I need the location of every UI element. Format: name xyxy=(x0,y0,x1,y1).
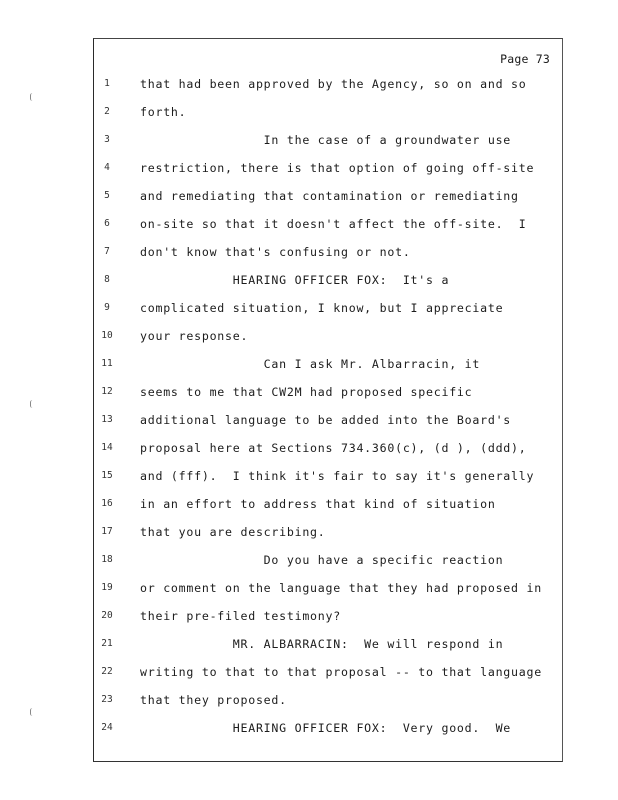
transcript-line xyxy=(94,381,562,409)
line-number: 22 xyxy=(101,666,113,677)
transcript-line xyxy=(94,73,562,101)
line-number: 24 xyxy=(101,722,113,733)
line-number: 9 xyxy=(104,302,110,313)
line-number: 6 xyxy=(104,218,110,229)
line-number: 23 xyxy=(101,694,113,705)
line-text: Can I ask Mr. Albarracin, it xyxy=(140,357,481,371)
page-number: Page 73 xyxy=(500,52,550,66)
transcript-line xyxy=(94,577,562,605)
transcript-line xyxy=(94,157,562,185)
line-text: their pre-filed testimony? xyxy=(140,609,341,623)
transcript-line xyxy=(94,437,562,465)
transcript-line xyxy=(94,493,562,521)
line-number: 18 xyxy=(101,554,113,565)
line-number: 11 xyxy=(101,358,113,369)
line-text: that you are describing. xyxy=(140,525,326,539)
line-number: 12 xyxy=(101,386,113,397)
line-number: 14 xyxy=(101,442,113,453)
transcript-line xyxy=(94,717,562,745)
transcript-line xyxy=(94,549,562,577)
line-text: and (fff). I think it's fair to say it's generally xyxy=(140,469,535,483)
transcript-line xyxy=(94,353,562,381)
line-text: in an effort to address that kind of situation xyxy=(140,497,496,511)
line-number: 5 xyxy=(104,190,110,201)
line-text: MR. ALBARRACIN: We will respond in xyxy=(140,637,504,651)
line-number: 7 xyxy=(104,246,110,257)
line-text: forth. xyxy=(140,105,187,119)
line-text: seems to me that CW2M had proposed specific xyxy=(140,385,473,399)
line-number: 20 xyxy=(101,610,113,621)
transcript-line xyxy=(94,325,562,353)
line-text: or comment on the language that they had proposed in xyxy=(140,581,542,595)
transcript-line xyxy=(94,409,562,437)
line-number: 2 xyxy=(104,106,110,117)
transcript-line xyxy=(94,605,562,633)
line-number: 8 xyxy=(104,274,110,285)
line-number: 19 xyxy=(101,582,113,593)
line-text: proposal here at Sections 734.360(c), (d ), (ddd), xyxy=(140,441,527,455)
line-text: on-site so that it doesn't affect the off-site. I xyxy=(140,217,527,231)
transcript-line xyxy=(94,129,562,157)
transcript-line xyxy=(94,689,562,717)
line-number: 10 xyxy=(101,330,113,341)
transcript-line xyxy=(94,465,562,493)
margin-hole-punch-mark xyxy=(30,708,35,716)
transcript-line xyxy=(94,297,562,325)
transcript-line xyxy=(94,213,562,241)
line-text: Do you have a specific reaction xyxy=(140,553,504,567)
line-text: don't know that's confusing or not. xyxy=(140,245,411,259)
line-text: HEARING OFFICER FOX: Very good. We xyxy=(140,721,512,735)
line-text: that they proposed. xyxy=(140,693,287,707)
line-number: 4 xyxy=(104,162,110,173)
line-number: 16 xyxy=(101,498,113,509)
transcript-page xyxy=(93,38,563,762)
line-text: additional language to be added into the Board's xyxy=(140,413,512,427)
transcript-line xyxy=(94,241,562,269)
line-number: 1 xyxy=(104,78,110,89)
margin-hole-punch-mark xyxy=(30,400,35,408)
margin-hole-punch-mark xyxy=(30,93,35,101)
line-text: HEARING OFFICER FOX: It's a xyxy=(140,273,450,287)
line-text: and remediating that contamination or remediating xyxy=(140,189,519,203)
transcript-line xyxy=(94,185,562,213)
line-text: In the case of a groundwater use xyxy=(140,133,512,147)
line-text: writing to that to that proposal -- to that language xyxy=(140,665,542,679)
line-number: 13 xyxy=(101,414,113,425)
line-number: 21 xyxy=(101,638,113,649)
transcript-line xyxy=(94,661,562,689)
line-number: 17 xyxy=(101,526,113,537)
line-text: restriction, there is that option of going off-site xyxy=(140,161,535,175)
line-text: your response. xyxy=(140,329,249,343)
line-number: 3 xyxy=(104,134,110,145)
transcript-line xyxy=(94,101,562,129)
transcript-line xyxy=(94,521,562,549)
line-number: 15 xyxy=(101,470,113,481)
line-text: that had been approved by the Agency, so on and so xyxy=(140,77,527,91)
transcript-line xyxy=(94,633,562,661)
transcript-line xyxy=(94,269,562,297)
line-text: complicated situation, I know, but I appreciate xyxy=(140,301,504,315)
transcript-lines xyxy=(94,73,562,745)
